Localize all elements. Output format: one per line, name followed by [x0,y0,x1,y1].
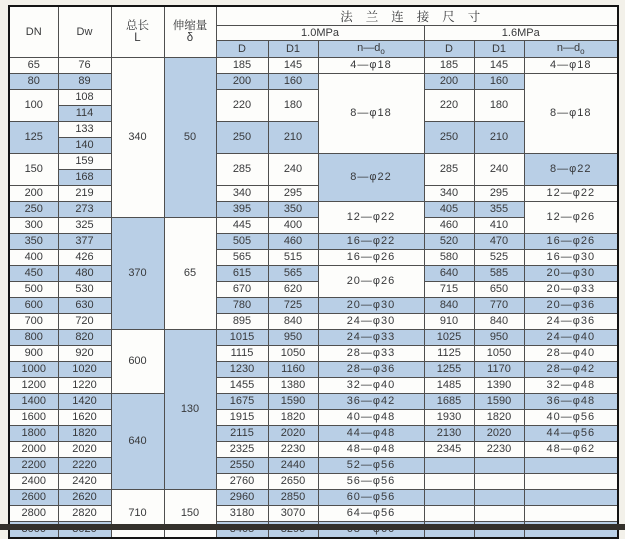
pressure-1-6mpa-header: 1.6MPa [424,26,618,41]
d1-1-0mpa-cell: 2020 [268,426,318,442]
dn-cell: 300 [9,218,58,234]
d1-1-0mpa-cell: 160 [268,74,318,90]
d1-1-0mpa-cell: 950 [268,330,318,346]
table-row [9,58,618,74]
d1-1-6mpa-cell: 840 [474,314,524,330]
d-1-0mpa-cell: 2325 [216,442,268,458]
nd-1-0mpa-cell: 12—φ22 [318,202,424,234]
nd-1-6mpa-cell: 8—φ18 [524,74,618,154]
d-1-0mpa-cell: 2115 [216,426,268,442]
d-1-0mpa-cell: 445 [216,218,268,234]
dn-cell: 600 [9,298,58,314]
nd-1-6mpa-cell: 48—φ62 [524,442,618,458]
table-row [9,234,618,250]
nd-1-6mpa-cell: 8—φ22 [524,154,618,186]
d-1-6mpa-cell: 405 [424,202,474,218]
nd-1-0mpa-cell: 56—φ56 [318,474,424,490]
dw-cell: 2020 [58,442,111,458]
nd-1-6mpa-cell [524,506,618,522]
d-1-6mpa-cell: 250 [424,122,474,154]
dw-cell: 159 [58,154,111,170]
nd-1-0mpa-cell: 52—φ56 [318,458,424,474]
d-1-0mpa-cell: 2760 [216,474,268,490]
d-1-6mpa-cell: 580 [424,250,474,266]
d1-1-6mpa-cell [474,506,524,522]
dn-cell: 400 [9,250,58,266]
dw-cell: 720 [58,314,111,330]
d1-1-0mpa-cell: 2440 [268,458,318,474]
nd-1-6mpa-cell: 20—φ33 [524,282,618,298]
dn-cell: 200 [9,186,58,202]
nd-1-0mpa-cell: 20—φ30 [318,298,424,314]
d-1-6mpa-cell [424,474,474,490]
d-1-0mpa-cell: 185 [216,58,268,74]
d-1-0mpa-cell: 1675 [216,394,268,410]
d1-1-0mpa-cell: 515 [268,250,318,266]
d1-1-0mpa-cell: 2650 [268,474,318,490]
table-row [9,506,618,522]
dw-cell: 820 [58,330,111,346]
table-row [9,474,618,490]
nd-1-0mpa-cell: 8—φ22 [318,154,424,202]
d1-1-6mpa-cell: 470 [474,234,524,250]
dw-cell: 2220 [58,458,111,474]
d-1-6mpa-cell: 340 [424,186,474,202]
dn-cell: 100 [9,90,58,122]
nd-1-6mpa-cell: 16—φ30 [524,250,618,266]
dw-cell: 1220 [58,378,111,394]
d1-1-0mpa-cell: 240 [268,154,318,186]
d1-1-0mpa-cell: 460 [268,234,318,250]
d-1-6mpa-cell: 200 [424,74,474,90]
total-length-symbol: L [134,32,141,44]
d1-1-0mpa-cell: 180 [268,90,318,122]
col-header-d-1-0mpa: D [216,41,268,58]
d-1-6mpa-cell: 520 [424,234,474,250]
dw-cell: 219 [58,186,111,202]
dn-cell: 2000 [9,442,58,458]
d-1-0mpa-cell: 1015 [216,330,268,346]
dw-cell: 76 [58,58,111,74]
d1-1-6mpa-cell: 295 [474,186,524,202]
table-row [9,346,618,362]
table-row [9,266,618,282]
flange-connection-title: 法兰连接尺寸 [216,6,618,26]
dn-cell: 2800 [9,506,58,522]
table-row [9,426,618,442]
d1-1-0mpa-cell: 400 [268,218,318,234]
d1-1-0mpa-cell: 1160 [268,362,318,378]
dw-cell: 133 [58,122,111,138]
table-row [9,362,618,378]
nd-1-6mpa-cell [524,458,618,474]
d1-1-0mpa-cell: 350 [268,202,318,218]
nd-1-0mpa-cell: 32—φ40 [318,378,424,394]
nd-1-0mpa-cell: 28—φ36 [318,362,424,378]
d1-1-6mpa-cell [474,474,524,490]
d1-1-6mpa-cell: 1390 [474,378,524,394]
nd-1-6mpa-cell: 12—φ22 [524,186,618,202]
dn-cell: 1000 [9,362,58,378]
d1-1-6mpa-cell: 2230 [474,442,524,458]
d-1-6mpa-cell: 1485 [424,378,474,394]
d1-1-6mpa-cell: 1590 [474,394,524,410]
d-1-6mpa-cell: 1685 [424,394,474,410]
d-1-0mpa-cell: 250 [216,122,268,154]
dw-cell: 920 [58,346,111,362]
total-length-cell: 640 [111,394,164,490]
d1-1-0mpa-cell: 3070 [268,506,318,522]
table-row [9,378,618,394]
d-1-0mpa-cell: 2960 [216,490,268,506]
dw-cell: 630 [58,298,111,314]
d-1-6mpa-cell: 910 [424,314,474,330]
nd-1-6mpa-cell: 4—φ18 [524,58,618,74]
d1-1-6mpa-cell: 525 [474,250,524,266]
d-1-6mpa-cell: 840 [424,298,474,314]
d-1-0mpa-cell: 670 [216,282,268,298]
nd-1-0mpa-cell: 48—φ48 [318,442,424,458]
d-1-6mpa-cell [424,458,474,474]
dw-cell: 114 [58,106,111,122]
table-row [9,186,618,202]
d-1-6mpa-cell [424,506,474,522]
d-1-6mpa-cell: 1930 [424,410,474,426]
d1-1-0mpa-cell: 565 [268,266,318,282]
d1-1-0mpa-cell: 1380 [268,378,318,394]
dn-cell: 1600 [9,410,58,426]
d1-1-0mpa-cell: 2230 [268,442,318,458]
nd-1-0mpa-cell: 20—φ26 [318,266,424,298]
nd-1-0mpa-cell: 28—φ33 [318,346,424,362]
dn-cell: 1800 [9,426,58,442]
dn-cell: 150 [9,154,58,186]
d1-1-6mpa-cell: 950 [474,330,524,346]
expansion-cn-label: 伸缩量 [172,20,208,32]
dn-cell: 125 [9,122,58,154]
col-header-d-1-6mpa: D [424,41,474,58]
d-1-6mpa-cell: 1025 [424,330,474,346]
d-1-0mpa-cell: 340 [216,186,268,202]
d1-1-0mpa-cell: 620 [268,282,318,298]
dw-cell: 325 [58,218,111,234]
nd-1-0mpa-cell: 4—φ18 [318,58,424,74]
nd-1-0mpa-cell: 64—φ56 [318,506,424,522]
dw-cell: 530 [58,282,111,298]
dw-cell: 2820 [58,506,111,522]
d1-1-6mpa-cell [474,490,524,506]
expansion-cell: 65 [164,218,216,330]
dn-cell: 2400 [9,474,58,490]
table-row [9,330,618,346]
nd-1-0mpa-cell: 16—φ26 [318,250,424,266]
nd-1-6mpa-cell: 32—φ48 [524,378,618,394]
expansion-cell: 130 [164,330,216,490]
dn-cell: 1400 [9,394,58,410]
total-length-cell: 370 [111,218,164,330]
dw-cell: 1820 [58,426,111,442]
dw-cell: 89 [58,74,111,90]
table-row [9,154,618,170]
nd-1-6mpa-cell [524,490,618,506]
d-1-0mpa-cell: 1455 [216,378,268,394]
nd-1-6mpa-cell: 12—φ26 [524,202,618,234]
dw-cell: 1620 [58,410,111,426]
table-row [9,442,618,458]
d-1-0mpa-cell: 285 [216,154,268,186]
d-1-6mpa-cell: 2130 [424,426,474,442]
col-header-nd-1-0mpa [318,41,424,58]
col-header-total-length [111,6,164,58]
d1-1-6mpa-cell [474,458,524,474]
d1-1-0mpa-cell: 840 [268,314,318,330]
d-1-6mpa-cell: 220 [424,90,474,122]
table-row [9,74,618,90]
table-row [9,298,618,314]
nd-1-6mpa-cell: 36—φ48 [524,394,618,410]
dw-cell: 426 [58,250,111,266]
col-header-d1-1-6mpa: D1 [474,41,524,58]
d1-1-0mpa-cell: 1820 [268,410,318,426]
d1-1-0mpa-cell: 295 [268,186,318,202]
d1-1-6mpa-cell: 1050 [474,346,524,362]
d1-1-6mpa-cell: 240 [474,154,524,186]
d1-1-0mpa-cell: 145 [268,58,318,74]
dw-cell: 1420 [58,394,111,410]
d-1-0mpa-cell: 895 [216,314,268,330]
dw-cell: 140 [58,138,111,154]
nd-label: n—d [556,41,581,54]
dn-cell: 65 [9,58,58,74]
dn-cell: 80 [9,74,58,90]
table-row [9,282,618,298]
d1-1-6mpa-cell: 650 [474,282,524,298]
dn-cell: 250 [9,202,58,218]
nd-subscript: o [580,47,585,57]
dn-cell: 700 [9,314,58,330]
d-1-0mpa-cell: 2550 [216,458,268,474]
d-1-0mpa-cell: 200 [216,74,268,90]
total-length-cell: 710 [111,490,164,539]
nd-subscript: o [380,47,385,57]
dn-cell: 450 [9,266,58,282]
nd-1-0mpa-cell: 60—φ56 [318,490,424,506]
dn-cell: 500 [9,282,58,298]
dw-cell: 108 [58,90,111,106]
d1-1-6mpa-cell: 1170 [474,362,524,378]
dn-cell: 2200 [9,458,58,474]
nd-label: n—d [357,41,381,54]
col-header-nd-1-6mpa [524,41,618,58]
d-1-0mpa-cell: 220 [216,90,268,122]
d1-1-6mpa-cell: 160 [474,74,524,90]
d-1-6mpa-cell: 1255 [424,362,474,378]
d1-1-6mpa-cell: 2020 [474,426,524,442]
nd-1-6mpa-cell: 28—φ42 [524,362,618,378]
nd-1-6mpa-cell [524,474,618,490]
total-length-cell: 340 [111,58,164,218]
nd-1-6mpa-cell: 28—φ40 [524,346,618,362]
col-header-expansion [164,6,216,58]
dw-cell: 2420 [58,474,111,490]
d-1-0mpa-cell: 505 [216,234,268,250]
d1-1-6mpa-cell: 770 [474,298,524,314]
scan-edge-shadow [0,524,625,530]
d-1-0mpa-cell: 1230 [216,362,268,378]
d-1-0mpa-cell: 615 [216,266,268,282]
d1-1-6mpa-cell: 355 [474,202,524,218]
dw-cell: 377 [58,234,111,250]
d1-1-6mpa-cell: 410 [474,218,524,234]
d1-1-0mpa-cell: 210 [268,122,318,154]
col-header-dw: Dw [58,6,111,58]
nd-1-0mpa-cell: 16—φ22 [318,234,424,250]
d-1-0mpa-cell: 3180 [216,506,268,522]
d-1-0mpa-cell: 565 [216,250,268,266]
expansion-cell: 50 [164,58,216,218]
dw-cell: 273 [58,202,111,218]
table-row [9,394,618,410]
total-length-cell: 600 [111,330,164,394]
d-1-6mpa-cell: 640 [424,266,474,282]
table-row [9,458,618,474]
d-1-6mpa-cell: 2345 [424,442,474,458]
d1-1-6mpa-cell: 145 [474,58,524,74]
col-header-dn: DN [9,6,58,58]
expansion-symbol: δ [186,32,194,44]
d-1-0mpa-cell: 395 [216,202,268,218]
table-row [9,250,618,266]
dw-cell: 2620 [58,490,111,506]
dn-cell: 900 [9,346,58,362]
table-row [9,410,618,426]
d1-1-6mpa-cell: 210 [474,122,524,154]
dn-cell: 350 [9,234,58,250]
dw-cell: 1020 [58,362,111,378]
col-header-d1-1-0mpa: D1 [268,41,318,58]
nd-1-6mpa-cell: 20—φ36 [524,298,618,314]
d-1-6mpa-cell [424,490,474,506]
table-row [9,314,618,330]
d-1-6mpa-cell: 715 [424,282,474,298]
d-1-6mpa-cell: 185 [424,58,474,74]
nd-1-0mpa-cell: 24—φ33 [318,330,424,346]
d1-1-6mpa-cell: 180 [474,90,524,122]
nd-1-6mpa-cell: 20—φ30 [524,266,618,282]
dw-cell: 480 [58,266,111,282]
total-length-cn-label: 总长 [126,20,149,32]
dn-cell: 800 [9,330,58,346]
nd-1-6mpa-cell: 24—φ36 [524,314,618,330]
table-row [9,490,618,506]
nd-1-6mpa-cell: 44—φ56 [524,426,618,442]
d1-1-0mpa-cell: 725 [268,298,318,314]
pressure-1-0mpa-header: 1.0MPa [216,26,424,41]
nd-1-6mpa-cell: 16—φ26 [524,234,618,250]
nd-1-0mpa-cell: 24—φ30 [318,314,424,330]
d-1-6mpa-cell: 1125 [424,346,474,362]
d-1-0mpa-cell: 1915 [216,410,268,426]
nd-1-0mpa-cell: 44—φ48 [318,426,424,442]
nd-1-0mpa-cell: 8—φ18 [318,74,424,154]
d-1-0mpa-cell: 780 [216,298,268,314]
d1-1-6mpa-cell: 585 [474,266,524,282]
d-1-0mpa-cell: 1115 [216,346,268,362]
dn-cell: 1200 [9,378,58,394]
dn-cell: 2600 [9,490,58,506]
d1-1-0mpa-cell: 1050 [268,346,318,362]
nd-1-0mpa-cell: 40—φ48 [318,410,424,426]
dw-cell: 168 [58,170,111,186]
d1-1-0mpa-cell: 1590 [268,394,318,410]
nd-1-6mpa-cell: 40—φ56 [524,410,618,426]
table-row [9,202,618,218]
d1-1-0mpa-cell: 2850 [268,490,318,506]
expansion-cell: 150 [164,490,216,539]
table-body [9,58,618,539]
nd-1-0mpa-cell: 36—φ42 [318,394,424,410]
flange-dimension-table [8,5,619,539]
d1-1-6mpa-cell: 1820 [474,410,524,426]
d-1-6mpa-cell: 460 [424,218,474,234]
d-1-6mpa-cell: 285 [424,154,474,186]
nd-1-6mpa-cell: 24—φ40 [524,330,618,346]
